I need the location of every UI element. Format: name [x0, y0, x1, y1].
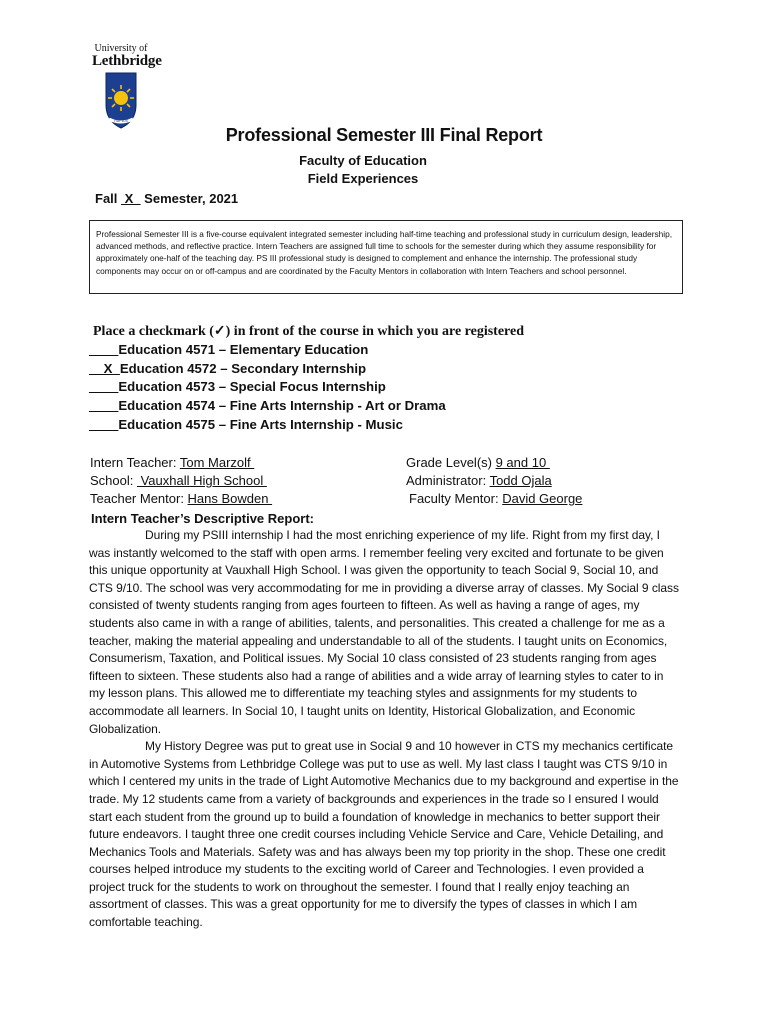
logo-line-1: University of — [94, 43, 148, 54]
teacher-mentor-field — [90, 491, 272, 506]
course-option — [89, 398, 446, 413]
course-checkmark: __X_ — [89, 361, 120, 376]
course-checkmark: ____ — [89, 398, 119, 413]
grade-level-field — [406, 455, 550, 470]
faculty-mentor-field — [409, 491, 582, 506]
grade-level-label: Grade Level(s) — [406, 455, 496, 470]
university-logo — [92, 43, 162, 131]
report-paragraph: During my PSIII internship I had the most enriching experience of my life. Right from my first day, I was instantly welcomed to the staff with open arms. I remember feeling very excited and fortunate to be given this unique opportunity at Vauxhall High School. I was given the opportunity to teach Social 9, Social 10, and CTS 9/10. The school was very accommodating for me in providing a diverse array of classes. My Social 9 class consisted of twenty students ranging from ages fourteen to fifteen. As well as having a range of ages, my students also came in with a range of abilities, talents, and personalities. This created a challenge for me as a teacher, making the material appealing and understandable to all of the students. I taught units on Economics, Consumerism, Taxation, and Political issues. My Social 10 class consisted of 23 students ranging from ages fifteen to sixteen. These students also had a range of abilities and a wide array of learning styles to cater to in my lesson plans. This allowed me to differentiate my teaching styles and assignments for my students to accommodate all learners. In Social 10, I taught units on Identity, Historical Globalization, and Economic Globalization. — [89, 528, 679, 736]
administrator-label: Administrator: — [406, 473, 490, 488]
semester-mark: X — [121, 191, 141, 206]
administrator-field — [406, 473, 552, 488]
department-name: Field Experiences — [307, 171, 419, 186]
school-label: School: — [90, 473, 137, 488]
semester-line — [95, 191, 238, 206]
course-label: Education 4574 – Fine Arts Internship - Art or Drama — [118, 398, 446, 413]
course-label: Education 4575 – Fine Arts Internship - Music — [118, 417, 403, 432]
course-instruction: Place a checkmark (✓) in front of the course in which you are registered — [93, 324, 525, 339]
course-option — [89, 417, 403, 432]
school-value: Vauxhall High School — [136, 473, 267, 488]
faculty-mentor-value: David George — [502, 491, 583, 506]
intern-teacher-label: Intern Teacher: — [90, 455, 180, 470]
intern-teacher-field — [90, 455, 254, 470]
course-option — [89, 342, 368, 357]
semester-season: Fall — [95, 191, 118, 206]
course-checkmark: ____ — [89, 379, 119, 394]
administrator-value: Todd Ojala — [489, 473, 552, 488]
program-description-box: Professional Semester III is a five-course equivalent integrated semester including half-time teaching and professional study in curriculum design, leadership, advanced methods, and reflective practice. Intern Teachers are assigned full time to schools for the semester during which they assume responsibility for approximately one-half of the teaching day. PS III professional study is designed to complement and enhance the internship. The professional study components may occur on or off-campus and are coordinated by the Faculty Mentors in collaboration with Intern Teachers and school personnel. — [89, 220, 683, 294]
grade-level-value: 9 and 10 — [495, 455, 550, 470]
logo-line-2: Lethbridge — [92, 53, 162, 69]
report-body — [89, 527, 681, 932]
logo-motto: FIAT LUX — [114, 119, 128, 123]
course-option — [89, 379, 386, 394]
course-checkmark: ____ — [89, 342, 119, 357]
crest-icon — [103, 71, 139, 131]
course-option — [89, 361, 366, 376]
course-label: Education 4572 – Secondary Internship — [119, 361, 367, 376]
document-title: Professional Semester III Final Report — [225, 125, 543, 145]
report-heading: Intern Teacher’s Descriptive Report: — [91, 511, 314, 526]
teacher-mentor-label: Teacher Mentor: — [90, 491, 188, 506]
faculty-mentor-label: Faculty Mentor: — [409, 491, 503, 506]
report-paragraph: My History Degree was put to great use in Social 9 and 10 however in CTS my mechanics certificate in Automotive Systems from Lethbridge College was put to use as well. My last class I taught was CTS 9/10 in which I centered my units in the trade of Light Automotive Mechanics due to my background and expertise in the trade. My 12 students came from a variety of backgrounds and experiences in the trade so I ensured I would start each student from the ground up to build a foundation of knowledge in mechanics to better support their future endeavors. I taught three one credit courses including Vehicle Service and Care, Vehicle Detailing, and Mechanics Tools and Materials. Safety was and has always been my top priority in the shop. These one credit courses helped introduce my students to the exciting world of Career and Technologies. I even provided a project truck for the students to work on throughout the semester. I found that I really enjoy teaching an assortment of classes. This was a great opportunity for me to diversify the types of classes in which I am comfortable teaching. — [89, 739, 679, 930]
intern-teacher-value: Tom Marzolf — [179, 455, 255, 470]
school-field — [90, 473, 267, 488]
semester-label: Semester, 2021 — [144, 191, 239, 206]
course-checkmark: ____ — [89, 417, 119, 432]
faculty-name: Faculty of Education — [299, 153, 427, 168]
course-label: Education 4571 – Elementary Education — [118, 342, 369, 357]
teacher-mentor-value: Hans Bowden — [187, 491, 273, 506]
course-label: Education 4573 – Special Focus Internship — [118, 379, 386, 394]
